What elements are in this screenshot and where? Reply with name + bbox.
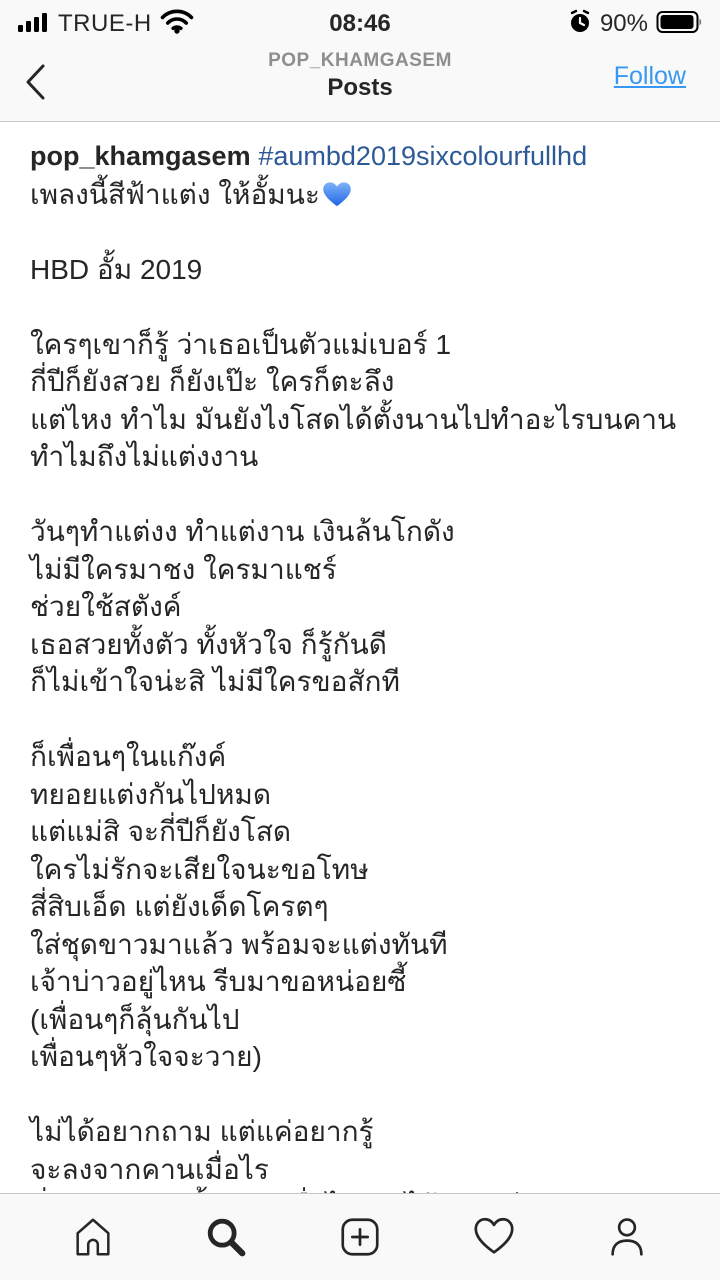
follow-button[interactable]: Follow	[613, 62, 686, 90]
caption-line: ช่วยใช้สตังค์	[30, 591, 182, 622]
cellular-signal-icon	[18, 11, 50, 38]
post-caption	[0, 123, 720, 1193]
caption-line: วันๆทำแต่งง ทำแต่งาน เงินล้นโกดัง	[30, 516, 455, 547]
caption-line	[30, 476, 692, 514]
caption-line: ไม่มีใครมาชง ใครมาแชร์	[30, 553, 337, 585]
home-tab[interactable]	[67, 1211, 119, 1263]
caption-line	[30, 701, 692, 739]
battery-icon	[656, 10, 704, 39]
caption-line: ใครๆเขาก็รู้ ว่าเธอเป็นตัวแม่เบอร์ 1	[30, 328, 452, 360]
caption-line: (เพื่อนๆก็ลุ้นกันไป	[30, 1003, 240, 1035]
caption-line: จะลงจากคานเมื่อไร	[30, 1153, 269, 1185]
caption-line: เพลงนี้สีฟ้าแต่ง ให้อั้มนะ	[30, 176, 692, 214]
caption-line: ใครไม่รักจะเสียใจนะขอโทษ	[30, 853, 369, 885]
caption-line: กี่ปีก็ยังสวย ก็ยังเป๊ะ ใครก็ตะลึง	[30, 366, 395, 397]
caption-line: ไม่ได้อยากถาม แต่แค่อยากรู้	[30, 1116, 374, 1147]
page-title: Posts	[327, 74, 393, 101]
profile-icon	[604, 1214, 650, 1260]
post-header	[0, 44, 720, 120]
activity-tab[interactable]	[468, 1211, 520, 1263]
hashtag-link[interactable]: #aumbd2019sixcolourfullhd	[258, 141, 588, 171]
caption-lines	[30, 176, 692, 1226]
search-icon	[203, 1214, 249, 1260]
carrier-label: TRUE-H	[58, 10, 152, 37]
caption-line	[30, 1076, 692, 1114]
caption-line: ทำไมถึงไม่แต่งงาน	[30, 441, 259, 472]
caption-line: ก็ไม่เข้าใจน่ะสิ ไม่มีใครขอสักที	[30, 666, 400, 697]
caption-line: แต่ไหง ทำไม มันยังไงโสดได้ตั้งนานไปทำอะไรบนคาน	[30, 403, 677, 435]
caption-line	[30, 213, 692, 251]
post-username[interactable]: pop_khamgasem	[30, 141, 251, 171]
caption-line: เพื่อนๆหัวใจจะวาย)	[30, 1041, 262, 1072]
wifi-icon	[160, 9, 194, 39]
caption-line: ใส่ชุดขาวมาแล้ว พร้อมจะแต่งทันที	[30, 928, 448, 960]
caption-line: เธอสวยทั้งตัว ทั้งหัวใจ ก็รู้กันดี	[30, 628, 387, 660]
status-time: 08:46	[329, 10, 391, 37]
status-bar	[0, 0, 720, 44]
header-account-name: POP_KHAMGASEM	[268, 50, 452, 71]
caption-line: เจ้าบ่าวอยู่ไหน รีบมาขอหน่อยซี้	[30, 966, 407, 997]
caption-line: HBD อั้ม 2019	[30, 253, 203, 285]
profile-tab[interactable]	[601, 1211, 653, 1263]
caption-line	[30, 288, 692, 326]
new-post-icon	[337, 1214, 383, 1260]
heart-icon	[471, 1214, 517, 1260]
blue-heart-emoji	[322, 181, 352, 208]
new-post-tab[interactable]	[334, 1211, 386, 1263]
alarm-icon	[568, 10, 592, 39]
top-chrome	[0, 0, 720, 122]
tab-bar	[0, 1193, 720, 1280]
search-tab[interactable]	[200, 1211, 252, 1263]
caption-line: แต่แม่สิ จะกี่ปีก็ยังโสด	[30, 816, 292, 847]
caption-line: ทยอยแต่งกันไปหมด	[30, 778, 272, 810]
battery-percent-label: 90%	[599, 10, 648, 37]
home-icon	[70, 1214, 116, 1260]
caption-line: สี่สิบเอ็ด แต่ยังเด็ดโครตๆ	[30, 891, 329, 922]
caption-line: ก็เพื่อนๆในแก๊งค์	[30, 741, 227, 772]
caption-first-line	[30, 137, 692, 176]
